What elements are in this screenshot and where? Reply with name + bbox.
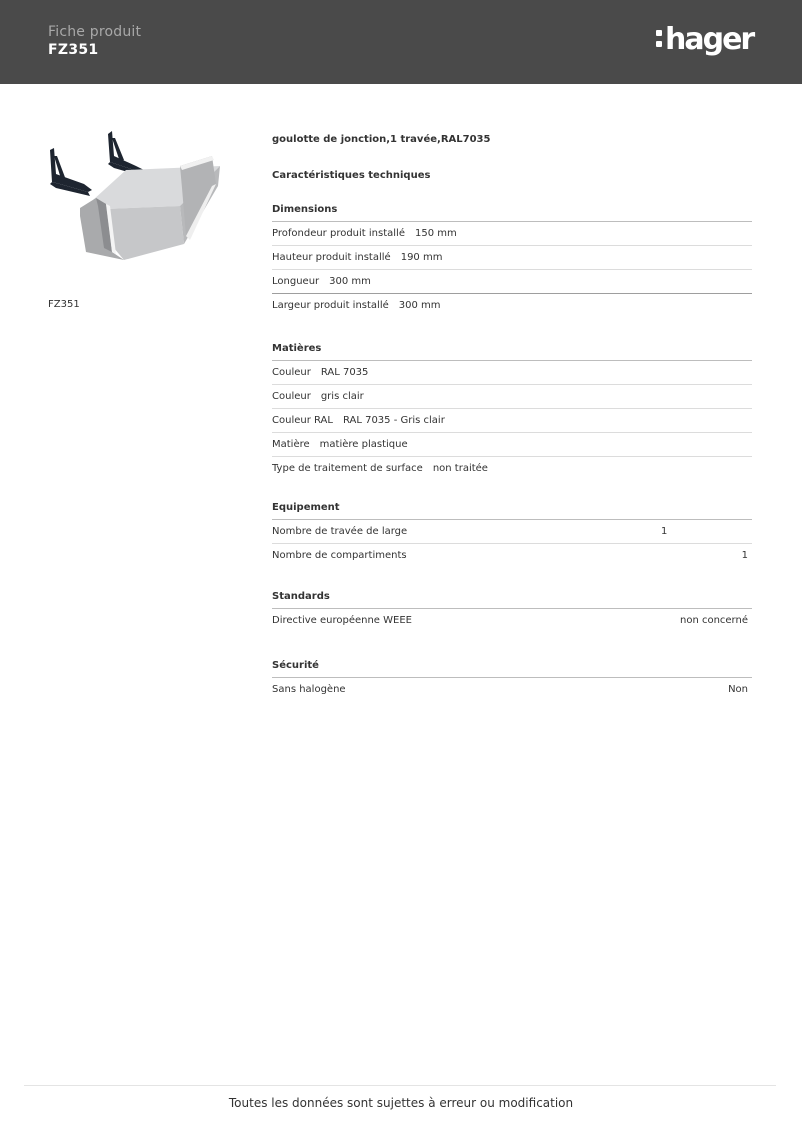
logo-dots-icon [656, 25, 662, 51]
spec-value: matière plastique [319, 439, 408, 450]
section-title: Matières [272, 318, 752, 361]
trunking-body-image [80, 156, 220, 260]
product-reference: FZ351 [48, 42, 99, 58]
spec-label: Nombre de compartiments [272, 550, 407, 561]
product-image-caption: FZ351 [48, 299, 80, 310]
spec-value: gris clair [320, 391, 364, 402]
section-security [272, 635, 752, 702]
brand-logo [656, 20, 754, 60]
spec-row [272, 433, 752, 457]
spec-label: Longueur [272, 276, 320, 287]
spec-row [272, 544, 752, 568]
spec-value: 1 [661, 526, 668, 537]
spec-row [272, 246, 752, 270]
spec-value: non concerné [679, 615, 748, 626]
spec-row [272, 294, 752, 318]
section-title: Standards [272, 566, 752, 609]
spec-value: RAL 7035 - Gris clair [342, 415, 445, 426]
spec-label: Couleur [272, 391, 311, 402]
spec-row [272, 385, 752, 409]
section-standards [272, 566, 752, 633]
spec-value: 150 mm [414, 228, 457, 239]
spec-row [272, 457, 752, 481]
spec-label: Couleur [272, 367, 311, 378]
section-dimensions [272, 179, 752, 318]
spec-label: Hauteur produit installé [272, 252, 391, 263]
spec-label: Profondeur produit installé [272, 228, 405, 239]
spec-value: 1 [741, 550, 748, 561]
footer-disclaimer: Toutes les données sont sujettes à erreur ou modification [228, 1096, 574, 1110]
brand-name: hager [665, 22, 754, 57]
spec-value: 190 mm [400, 252, 443, 263]
section-materials [272, 318, 752, 481]
document-type: Fiche produit [48, 24, 142, 40]
spec-value: RAL 7035 [320, 367, 369, 378]
spec-row [272, 222, 752, 246]
bracket-right-image [108, 131, 144, 176]
spec-label: Largeur produit installé [272, 300, 389, 311]
spec-value: 300 mm [398, 300, 441, 311]
spec-label: Directive européenne WEEE [272, 615, 412, 626]
page-header [0, 0, 802, 84]
product-image [44, 126, 224, 266]
spec-label: Sans halogène [272, 684, 346, 695]
spec-row [272, 409, 752, 433]
spec-row [272, 361, 752, 385]
product-title: goulotte de jonction,1 travée,RAL7035 [272, 134, 491, 145]
spec-label: Type de traitement de surface [272, 463, 423, 474]
spec-row [272, 520, 752, 544]
section-title: Equipement [272, 477, 752, 520]
section-title: Sécurité [272, 635, 752, 678]
section-equipment [272, 477, 752, 568]
technical-characteristics-title: Caractéristiques techniques [272, 170, 431, 181]
spec-row [272, 270, 752, 294]
spec-label: Matière [272, 439, 310, 450]
spec-row [272, 609, 752, 633]
section-title: Dimensions [272, 179, 752, 222]
spec-label: Couleur RAL [272, 415, 333, 426]
spec-value: 300 mm [329, 276, 371, 287]
spec-value: non traitée [432, 463, 488, 474]
spec-row [272, 678, 752, 702]
footer-divider [24, 1085, 776, 1086]
product-details [272, 133, 752, 702]
spec-value: Non [728, 684, 748, 695]
bracket-left-image [50, 148, 92, 196]
spec-label: Nombre de travée de large [272, 526, 408, 537]
